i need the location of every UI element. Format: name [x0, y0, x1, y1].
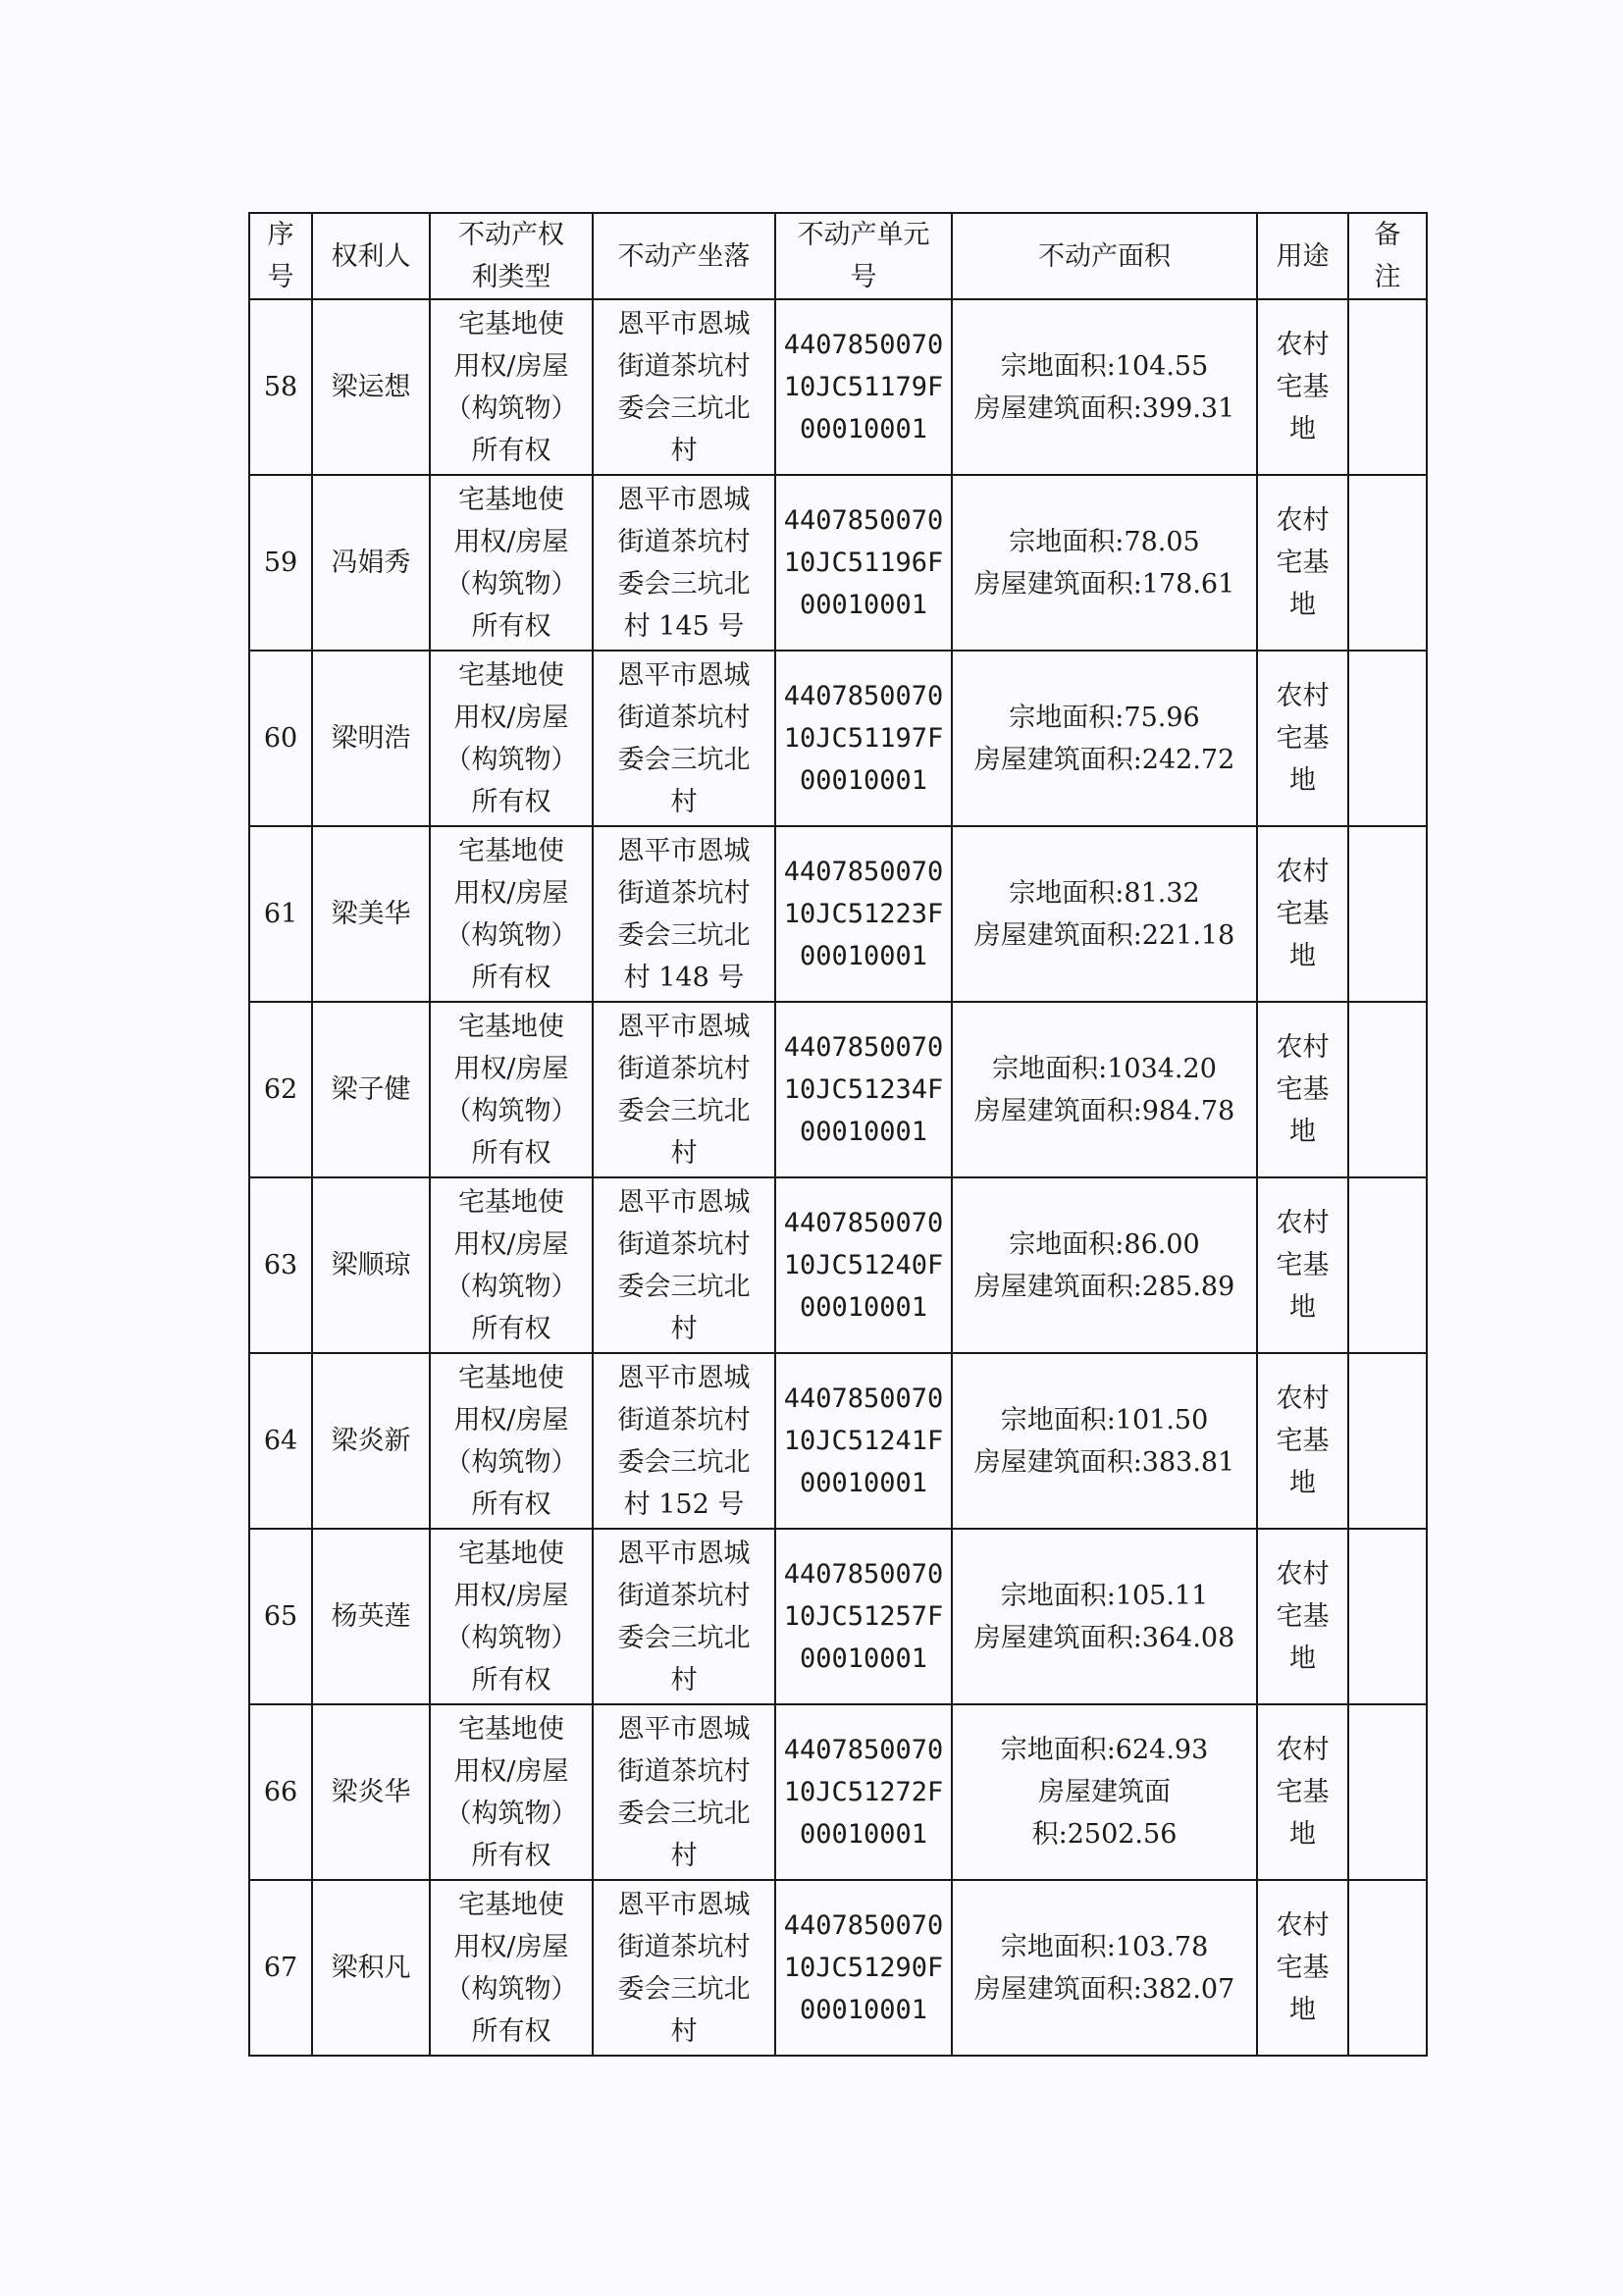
- header-row: [249, 213, 1427, 299]
- cell-note: [1348, 1353, 1427, 1529]
- table-row: [249, 1177, 1427, 1353]
- cell-unit-number: 4407850070 10JC51240F 00010001: [775, 1177, 952, 1353]
- cell-seq: 62: [249, 1002, 312, 1177]
- cell-right-type: 宅基地使 用权/房屋 （构筑物） 所有权: [430, 1529, 593, 1704]
- table-row: [249, 826, 1427, 1002]
- cell-location: 恩平市恩城 街道茶坑村 委会三坑北 村: [593, 1880, 775, 2056]
- cell-unit-number: 4407850070 10JC51257F 00010001: [775, 1529, 952, 1704]
- cell-owner: 梁顺琼: [312, 1177, 430, 1353]
- cell-area: 宗地面积:1034.20 房屋建筑面积:984.78: [952, 1002, 1257, 1177]
- header-unit-number: 不动产单元 号: [775, 213, 952, 299]
- cell-location: 恩平市恩城 街道茶坑村 委会三坑北 村: [593, 299, 775, 475]
- header-note: 备 注: [1348, 213, 1427, 299]
- cell-note: [1348, 299, 1427, 475]
- cell-seq: 67: [249, 1880, 312, 2056]
- table-row: [249, 1529, 1427, 1704]
- cell-note: [1348, 1880, 1427, 2056]
- header-use: 用途: [1257, 213, 1348, 299]
- cell-unit-number: 4407850070 10JC51197F 00010001: [775, 651, 952, 826]
- table-row: [249, 651, 1427, 826]
- cell-use: 农村 宅基 地: [1257, 299, 1348, 475]
- cell-area: 宗地面积:103.78 房屋建筑面积:382.07: [952, 1880, 1257, 2056]
- property-registry-table: [248, 212, 1428, 2057]
- table-row: [249, 1704, 1427, 1880]
- cell-owner: 梁明浩: [312, 651, 430, 826]
- cell-area: 宗地面积:101.50 房屋建筑面积:383.81: [952, 1353, 1257, 1529]
- cell-right-type: 宅基地使 用权/房屋 （构筑物） 所有权: [430, 1353, 593, 1529]
- cell-unit-number: 4407850070 10JC51241F 00010001: [775, 1353, 952, 1529]
- table-row: [249, 475, 1427, 651]
- table-row: [249, 1353, 1427, 1529]
- header-area: 不动产面积: [952, 213, 1257, 299]
- cell-note: [1348, 1529, 1427, 1704]
- cell-location: 恩平市恩城 街道茶坑村 委会三坑北 村 145 号: [593, 475, 775, 651]
- cell-use: 农村 宅基 地: [1257, 826, 1348, 1002]
- cell-note: [1348, 475, 1427, 651]
- cell-location: 恩平市恩城 街道茶坑村 委会三坑北 村: [593, 1177, 775, 1353]
- cell-note: [1348, 1177, 1427, 1353]
- header-seq: 序 号: [249, 213, 312, 299]
- header-right-type: 不动产权 利类型: [430, 213, 593, 299]
- cell-note: [1348, 651, 1427, 826]
- cell-location: 恩平市恩城 街道茶坑村 委会三坑北 村: [593, 651, 775, 826]
- cell-location: 恩平市恩城 街道茶坑村 委会三坑北 村 152 号: [593, 1353, 775, 1529]
- cell-seq: 61: [249, 826, 312, 1002]
- cell-seq: 59: [249, 475, 312, 651]
- cell-right-type: 宅基地使 用权/房屋 （构筑物） 所有权: [430, 826, 593, 1002]
- cell-seq: 64: [249, 1353, 312, 1529]
- cell-note: [1348, 1704, 1427, 1880]
- cell-use: 农村 宅基 地: [1257, 1177, 1348, 1353]
- cell-right-type: 宅基地使 用权/房屋 （构筑物） 所有权: [430, 1002, 593, 1177]
- table-header: [249, 213, 1427, 299]
- cell-unit-number: 4407850070 10JC51196F 00010001: [775, 475, 952, 651]
- cell-area: 宗地面积:105.11 房屋建筑面积:364.08: [952, 1529, 1257, 1704]
- table-row: [249, 299, 1427, 475]
- cell-use: 农村 宅基 地: [1257, 1353, 1348, 1529]
- cell-note: [1348, 826, 1427, 1002]
- cell-note: [1348, 1002, 1427, 1177]
- cell-right-type: 宅基地使 用权/房屋 （构筑物） 所有权: [430, 299, 593, 475]
- cell-area: 宗地面积:104.55 房屋建筑面积:399.31: [952, 299, 1257, 475]
- cell-location: 恩平市恩城 街道茶坑村 委会三坑北 村: [593, 1529, 775, 1704]
- cell-owner: 梁运想: [312, 299, 430, 475]
- cell-right-type: 宅基地使 用权/房屋 （构筑物） 所有权: [430, 1177, 593, 1353]
- cell-use: 农村 宅基 地: [1257, 651, 1348, 826]
- cell-area: 宗地面积:86.00 房屋建筑面积:285.89: [952, 1177, 1257, 1353]
- cell-owner: 梁美华: [312, 826, 430, 1002]
- table-row: [249, 1002, 1427, 1177]
- cell-use: 农村 宅基 地: [1257, 1529, 1348, 1704]
- cell-area: 宗地面积:81.32 房屋建筑面积:221.18: [952, 826, 1257, 1002]
- cell-owner: 冯娟秀: [312, 475, 430, 651]
- cell-area: 宗地面积:624.93 房屋建筑面 积:2502.56: [952, 1704, 1257, 1880]
- cell-location: 恩平市恩城 街道茶坑村 委会三坑北 村: [593, 1704, 775, 1880]
- cell-location: 恩平市恩城 街道茶坑村 委会三坑北 村 148 号: [593, 826, 775, 1002]
- cell-seq: 66: [249, 1704, 312, 1880]
- cell-location: 恩平市恩城 街道茶坑村 委会三坑北 村: [593, 1002, 775, 1177]
- cell-right-type: 宅基地使 用权/房屋 （构筑物） 所有权: [430, 475, 593, 651]
- table-row: [249, 1880, 1427, 2056]
- cell-owner: 梁炎华: [312, 1704, 430, 1880]
- cell-unit-number: 4407850070 10JC51223F 00010001: [775, 826, 952, 1002]
- cell-use: 农村 宅基 地: [1257, 1704, 1348, 1880]
- cell-owner: 梁积凡: [312, 1880, 430, 2056]
- cell-unit-number: 4407850070 10JC51234F 00010001: [775, 1002, 952, 1177]
- cell-use: 农村 宅基 地: [1257, 1880, 1348, 2056]
- cell-area: 宗地面积:75.96 房屋建筑面积:242.72: [952, 651, 1257, 826]
- cell-unit-number: 4407850070 10JC51290F 00010001: [775, 1880, 952, 2056]
- header-owner: 权利人: [312, 213, 430, 299]
- cell-unit-number: 4407850070 10JC51272F 00010001: [775, 1704, 952, 1880]
- cell-right-type: 宅基地使 用权/房屋 （构筑物） 所有权: [430, 1704, 593, 1880]
- cell-seq: 60: [249, 651, 312, 826]
- cell-owner: 杨英莲: [312, 1529, 430, 1704]
- cell-right-type: 宅基地使 用权/房屋 （构筑物） 所有权: [430, 1880, 593, 2056]
- cell-seq: 58: [249, 299, 312, 475]
- header-location: 不动产坐落: [593, 213, 775, 299]
- cell-unit-number: 4407850070 10JC51179F 00010001: [775, 299, 952, 475]
- cell-right-type: 宅基地使 用权/房屋 （构筑物） 所有权: [430, 651, 593, 826]
- table-body: [249, 299, 1427, 2056]
- cell-seq: 63: [249, 1177, 312, 1353]
- cell-use: 农村 宅基 地: [1257, 1002, 1348, 1177]
- cell-owner: 梁子健: [312, 1002, 430, 1177]
- cell-use: 农村 宅基 地: [1257, 475, 1348, 651]
- cell-area: 宗地面积:78.05 房屋建筑面积:178.61: [952, 475, 1257, 651]
- cell-owner: 梁炎新: [312, 1353, 430, 1529]
- cell-seq: 65: [249, 1529, 312, 1704]
